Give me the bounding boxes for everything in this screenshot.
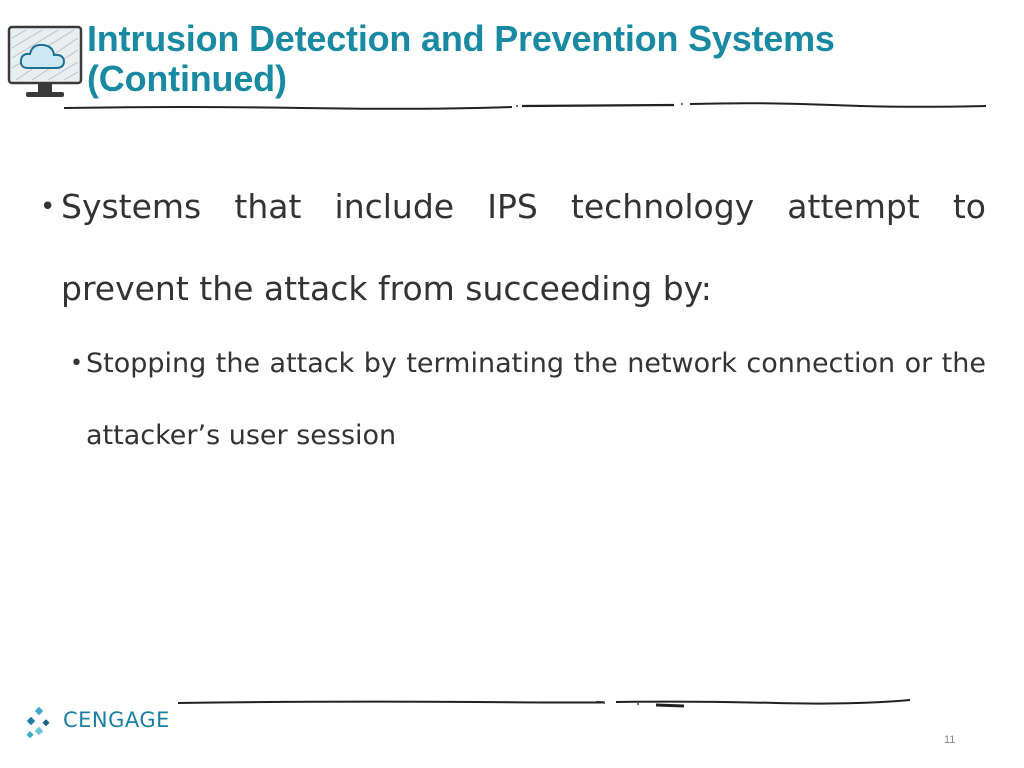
sub-bullet-text: Stopping the attack by terminating the network connection or the attacker’s user session <box>86 348 986 451</box>
bullet-item <box>40 166 986 330</box>
sub-bullet-dot: • <box>70 351 83 376</box>
footer-divider <box>176 693 912 713</box>
title-divider <box>62 98 988 114</box>
sub-bullet-item <box>70 328 986 472</box>
brand-name: CENGAGE <box>63 708 170 732</box>
page-number: 11 <box>944 734 956 746</box>
cloud-monitor-icon <box>6 24 84 104</box>
cengage-logo-icon <box>26 706 66 742</box>
slide-title <box>87 19 1007 99</box>
bullet-dot: • <box>40 192 56 222</box>
bullet-text: Systems that include IPS technology attempt to prevent the attack from succeeding by: <box>61 187 986 308</box>
slide-title-line2: (Continued) <box>87 58 287 99</box>
slide-title-line1: Intrusion Detection and Prevention Systems <box>87 18 835 59</box>
